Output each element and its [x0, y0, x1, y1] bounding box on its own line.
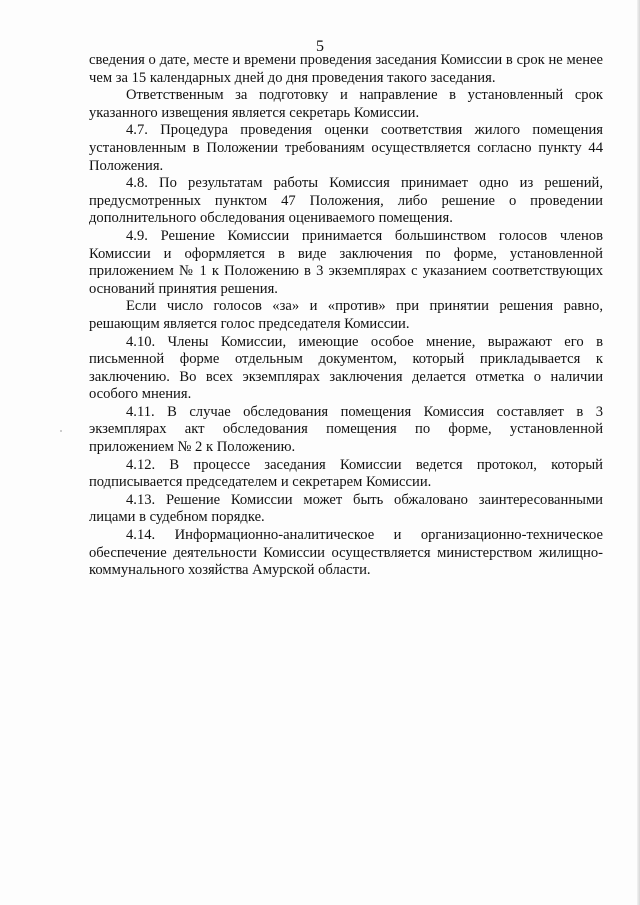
document-body: [89, 52, 603, 580]
paragraph-tie-vote: Если число голосов «за» и «против» при принятии решения равно, решающим является голос председателя Комиссии.: [89, 298, 603, 332]
scan-speck: [60, 430, 62, 432]
paragraph-4-11: 4.11. В случае обследования помещения Комиссия составляет в 3 экземплярах акт обследования помещения по форме, установленной приложением № 2 к Положению.: [89, 403, 603, 456]
paragraph-4-7: 4.7. Процедура проведения оценки соответствия жилого помещения установленным в Положении требованиям осуществляется согласно пункту 44 Положения.: [89, 122, 603, 174]
paragraph-continuation: сведения о дате, месте и времени проведения заседания Комиссии в срок не менее чем за 15 календарных дней до дня проведения такого заседания.: [89, 52, 603, 86]
page-number: 5: [316, 38, 324, 55]
paragraph-responsible-secretary: Ответственным за подготовку и направление в установленный срок указанного извещения является секретарь Комиссии.: [89, 87, 603, 121]
paragraph-4-12: 4.12. В процессе заседания Комиссии ведется протокол, который подписывается председателем и секретарем Комиссии.: [89, 456, 603, 491]
paragraph-4-13: 4.13. Решение Комиссии может быть обжаловано заинтересованными лицами в судебном порядке.: [89, 491, 603, 526]
paragraph-4-14: 4.14. Информационно-аналитическое и организационно-техническое обеспечение деятельности Комиссии осуществляется министерством жилищно-коммунального хозяйства Амурской области.: [89, 527, 603, 579]
paragraph-4-10: 4.10. Члены Комиссии, имеющие особое мнение, выражают его в письменной форме отдельным документом, который прикладывается к заключению. Во всех экземплярах заключения делается отметка о наличии особого мнения.: [89, 333, 603, 403]
paragraph-4-8: 4.8. По результатам работы Комиссия принимает одно из решений, предусмотренных пунктом 47 Положения, либо решение о проведении дополнительного обследования оцениваемого помещения.: [89, 175, 603, 227]
paragraph-4-9: 4.9. Решение Комиссии принимается большинством голосов членов Комиссии и оформляется в виде заключения по форме, установленной приложением № 1 к Положению в 3 экземплярах с указанием соответствующих оснований принятия решения.: [89, 227, 603, 297]
